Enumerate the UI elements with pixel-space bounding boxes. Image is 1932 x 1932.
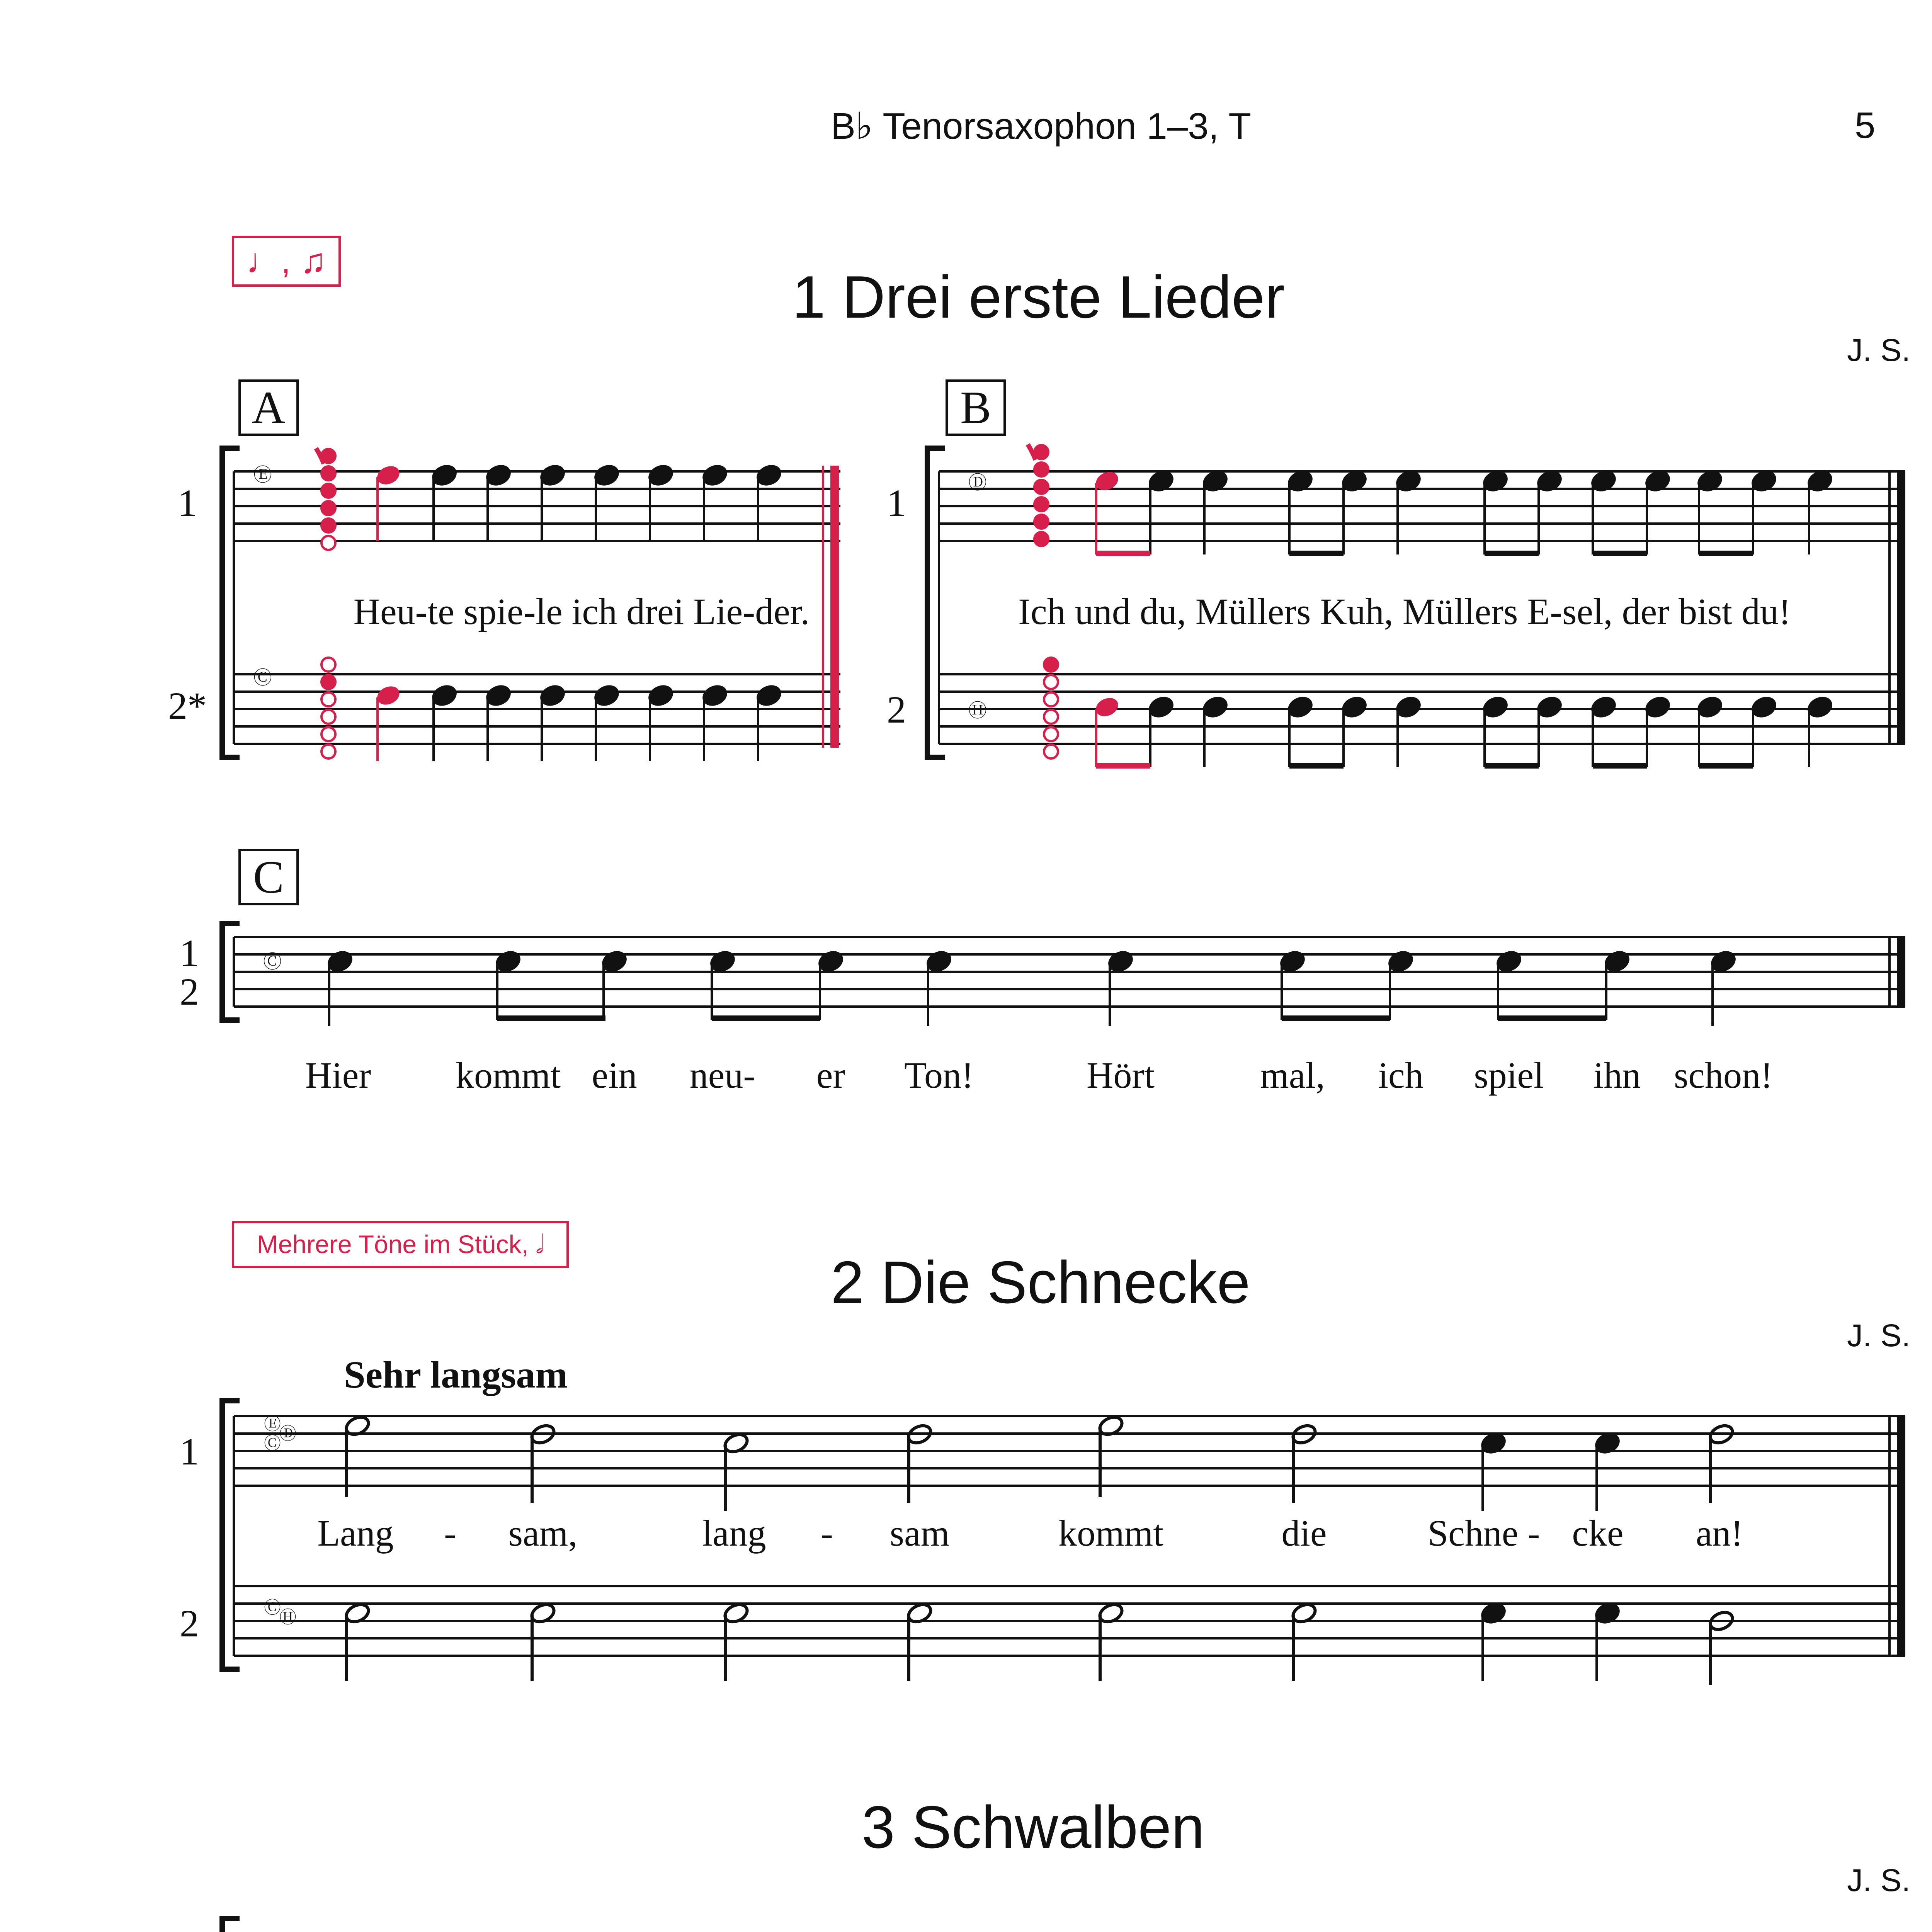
composer-2: J. S. [1847,1318,1911,1353]
notes-b1 [1093,468,1834,556]
voice-label-c1: 1 [180,932,199,975]
lyric-s-7: die [1281,1512,1327,1554]
topic-box-2: Mehrere Töne im Stück, 𝅗𝅥 [232,1221,569,1268]
lyrics-a: Heu-te spie-le ich drei Lie-der. [353,591,810,632]
lyric-s-3: lang [702,1512,766,1554]
svg-text:Ⓗ: Ⓗ [968,700,987,721]
svg-text:Ⓒ: Ⓒ [264,1598,281,1617]
lyric-c-6: Hört [1087,1054,1155,1096]
tempo-marking: Sehr langsam [344,1353,568,1396]
page-number: 5 [1855,105,1876,146]
notes-b2 [1093,694,1834,769]
voice-label-b2: 2 [887,688,906,731]
system-b [887,381,1905,769]
lyric-c-3: neu- [689,1054,756,1096]
svg-text:Ⓓ: Ⓓ [968,472,987,493]
rehearsal-c: C [253,851,284,903]
lyric-s-4: - [821,1512,833,1554]
lyric-s-1: - [444,1512,456,1554]
svg-text:Ⓒ: Ⓒ [253,667,272,689]
notes-s2 [344,1601,1735,1685]
voice-label-a2: 2* [168,684,207,727]
rehearsal-a: A [252,382,286,433]
lyric-c-10: ihn [1593,1054,1641,1096]
voice-label-a1: 1 [178,481,197,524]
lyric-s-5: sam [889,1512,950,1554]
svg-text:Ⓒ: Ⓒ [263,951,282,973]
lyric-c-9: spiel [1474,1054,1544,1096]
lyric-s-0: Lang [317,1512,394,1554]
voice-label-b1: 1 [887,481,906,524]
lyric-s-6: kommt [1058,1512,1164,1554]
lyric-s-10: an! [1696,1512,1743,1554]
lyric-c-5: Ton! [904,1054,974,1096]
system-schwalben [180,1918,1905,1932]
fingering-chart-a1 [316,448,335,550]
svg-text:Ⓓ: Ⓓ [279,1424,296,1444]
lyric-c-7: mal, [1260,1054,1325,1096]
notes-a2 [374,683,783,761]
rehearsal-b: B [960,382,992,433]
svg-text:Ⓗ: Ⓗ [279,1607,296,1627]
lyrics-b: Ich und du, Müllers Kuh, Müllers E-sel, der bist du! [1018,591,1791,632]
notes-a1 [374,463,783,541]
lyric-c-1: kommt [455,1054,561,1096]
header-title: B♭ Tenorsaxophon 1–3, T [831,105,1251,147]
voice-label-c2: 2 [180,970,199,1013]
piece-title-3: 3 Schwalben [862,1794,1205,1861]
fingering-chart-b1 [1028,444,1048,546]
lyric-c-2: ein [592,1054,637,1096]
voice-label-s2: 2 [180,1602,199,1645]
svg-text:Ⓔ: Ⓔ [264,1414,281,1434]
voice-label-s1: 1 [180,1430,199,1473]
system-schnecke [180,1401,1905,1685]
topic-box-1: ♩, ♫ [232,236,341,287]
lyric-s-8: Schne - [1427,1512,1540,1554]
lyric-c-0: Hier [305,1054,371,1096]
piece-title-1: 1 Drei erste Lieder [792,264,1285,330]
composer-1: J. S. [1847,333,1911,368]
lyric-c-8: ich [1378,1054,1423,1096]
system-a [168,381,840,761]
system-c [180,850,1905,1096]
lyric-c-4: er [816,1054,845,1096]
lyric-s-2: sam, [508,1512,578,1554]
piece-title-2: 2 Die Schnecke [831,1249,1250,1316]
notes-c [326,949,1738,1026]
composer-3: J. S. [1847,1863,1911,1898]
notes-s1 [344,1414,1735,1511]
svg-text:Ⓔ: Ⓔ [253,464,272,486]
lyric-c-11: schon! [1674,1054,1773,1096]
lyric-s-9: cke [1572,1512,1624,1554]
svg-text:Ⓒ: Ⓒ [264,1434,281,1453]
